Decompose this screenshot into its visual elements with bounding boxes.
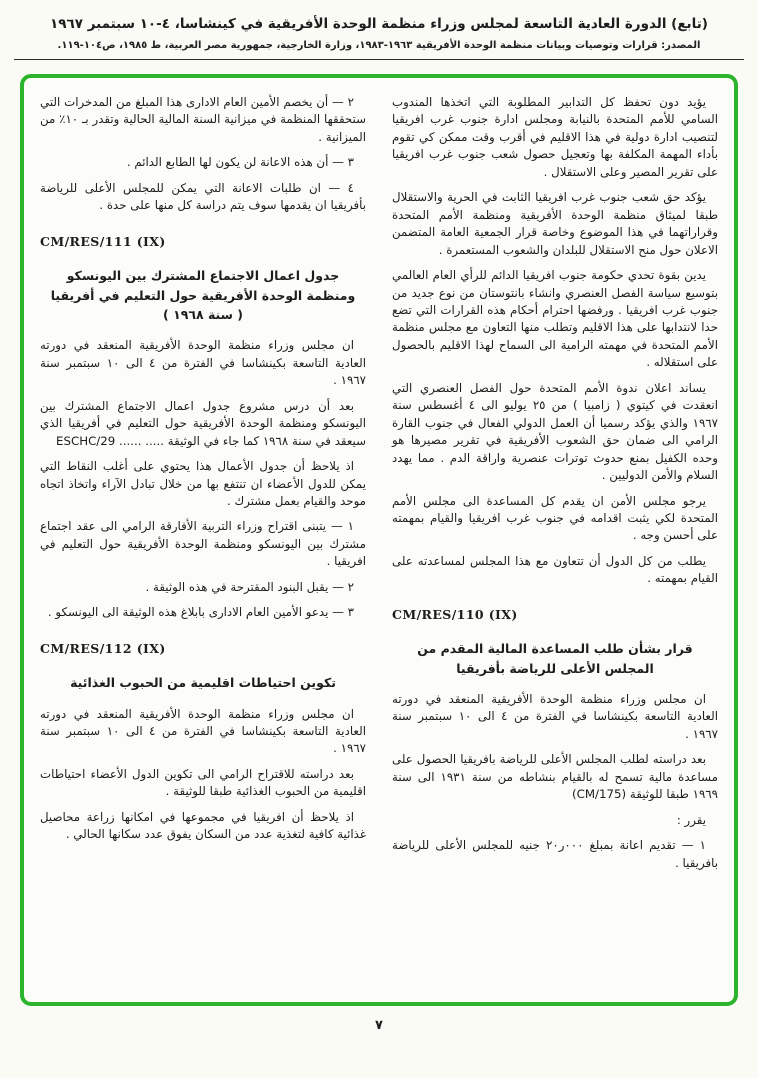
paragraph: ان مجلس وزراء منظمة الوحدة الأفريقية المنعقد في دورته العادية التاسعة بكينشاسا في الفترة من ٤ الى ١٠ سبتمبر سنة ١٩٦٧ . — [40, 338, 366, 388]
paragraph: يطلب من كل الدول أن تتعاون مع هذا المجلس لمساعدته على القيام بمهمته . — [392, 553, 718, 586]
header-source: المصدر: قرارات وتوصيات وبيانات منظمة الوحدة الأفريقية ١٩٦٣-١٩٨٣، وزارة الخارجية، جمهورية مصر العربية، ط ١٩٨٥، ص١٠٤-١١٩. — [57, 40, 701, 51]
green-content-box — [20, 74, 738, 1006]
paragraph: اذ يلاحظ أن افريقيا في مجموعها في امكانها زراعة محاصيل غذائية كافية لتغذية عدد من السكان يفوق عدد سكانها الحالي . — [40, 809, 366, 842]
resolution-title-112: تكوين احتياطات اقليمية من الحبوب الغذائية — [70, 675, 336, 691]
resolution-code-110: CM/RES/110 (IX) — [392, 606, 518, 622]
paragraph: يدين بقوة تحدي حكومة جنوب افريقيا الدائم للرأي العام العالمي بتوسيع سياسة الفصل العنصري وانشاء بانتوستان من نوع جديد من جنوب غرب افريقيا . ورفضها احترام أحكام هذه القرارات التي تضع حدا لانتدابها على هذا الاقليم وتطلب منها التعاون مع مجلس منظمة الأمم المتحدة في مهمته الرامية الى السماح لهذا الاقليم بالحصول على استقلاله . — [392, 268, 718, 370]
resolution-item: ٤ — ان طلبات الاعانة التي يمكن للمجلس الأعلى للرياضة بأفريقيا ان يقدمها سوف يتم دراسة كل منها على حدة . — [40, 180, 366, 213]
header-title: (تابع) الدورة العادية التاسعة لمجلس وزراء منظمة الوحدة الأفريقية في كينشاسا، ٤-١٠ سبتمبر ١٩٦٧ — [50, 16, 708, 32]
page-number: ٧ — [375, 1018, 383, 1033]
paragraph: يساند اعلان ندوة الأمم المتحدة حول الفصل العنصري التي انعقدت في كيتوي ( زامبيا ) من ٢٥ يوليو الى ٤ أغسطس سنة ١٩٦٧ والذي يؤكد رسميا أن العمل الدولي الفعال في جنوب القارة الرامي الى ضمان حق الشعوب الأفريقية في تقرير مصيرها هو وحده الكفيل بمنع حدوث توترات عنصرية واراقة الدم . مما يهدد السلام والأمن الدوليين . — [392, 380, 718, 483]
paragraph: يرجو مجلس الأمن ان يقدم كل المساعدة الى مجلس الأمم المتحدة لكي يثبت اقدامه في جنوب غرب افريقيا والقيام بمهمته على أحسن وجه . — [392, 493, 718, 543]
resolution-item: ٢ — أن يخصم الأمين العام الادارى هذا المبلغ من المدخرات التي ستحققها المنظمة في ميزانية السنة المالية الحالية وتقدر بـ ١٠٪ من الميزانية . — [40, 95, 366, 144]
resolution-code-111: CM/RES/111 (IX) — [40, 233, 166, 249]
paragraph: يؤيد دون تحفظ كل التدابير المطلوبة التي اتخذها المندوب السامي للأمم المتحدة بالنيابة ومجلس ادارة جنوب غرب افريقيا لتنصيب ادارة دولية في هذا الاقليم في أقرب وقت ممكن كي تقوم بأداء المهمة المكلفة بها وتعجيل حصول شعب جنوب غرب افريقيا على تقرير المصير وعلى الاستقلال . — [392, 95, 718, 179]
resolution-code-112: CM/RES/112 (IX) — [40, 640, 166, 656]
paragraph: ان مجلس وزراء منظمة الوحدة الأفريقية المنعقد في دورته العادية التاسعة بكينشاسا في الفترة من ٤ الى ١٠ سبتمبر سنة ١٩٦٧ . — [40, 706, 366, 756]
resolution-title-110: قرار بشأن طلب المساعدة المالية المقدم من المجلس الأعلى للرياضة بأفريقيا — [417, 641, 693, 676]
decides-label: يقرر : — [676, 812, 706, 827]
page-header — [0, 0, 758, 60]
paragraph: بعد أن درس مشروع جدول اعمال الاجتماع المشترك بين اليونسكو ومنظمة الوحدة الأفريقية حول التعليم في أفريقيا الذي سيعقد في سنة ١٩٦٨ كما جاء في الوثيقة ..... ...... ESCHC/29 — [40, 398, 366, 448]
resolution-title-111: جدول اعمال الاجتماع المشترك بين اليونسكو ومنظمة الوحدة الأفريقية حول التعليم في أفريقيا ( سنة ١٩٦٨ ) — [50, 268, 356, 322]
resolution-item: ١ — تقديم اعانة بمبلغ ٠٠٠ر٢٠ جنيه للمجلس الأعلى للرياضة بافريقيا . — [392, 838, 718, 870]
paragraph: بعد دراسته لطلب المجلس الأعلى للرياضة بافريقيا الحصول على مساعدة مالية تسمح له بالقيام بنشاطه من سنة ١٩٣١ الى سنة ١٩٦٩ طبقا للوثيقة (CM/175) — [392, 752, 718, 802]
header-divider — [14, 59, 744, 60]
resolution-item: ٣ — أن هذه الاعانة لن يكون لها الطابع الدائم . — [126, 155, 354, 170]
resolution-item: ١ — يتبنى اقتراح وزراء التربية الأفارقة الرامي الى عقد اجتماع مشترك بين اليونسكو ومنظمة الوحدة الأفريقية حول التعليم في افريقيا . — [40, 519, 366, 569]
paragraph: بعد دراسته للاقتراح الرامي الى تكوين الدول الأعضاء احتياطات اقليمية من الحبوب الغذائية طبقا للوثيقة . — [40, 766, 366, 799]
paragraph: ان مجلس وزراء منظمة الوحدة الأفريقية المنعقد في دورته العادية التاسعة بكينشاسا في الفترة من ٤ الى ١٠ سبتمبر سنة ١٩٦٧ . — [392, 692, 718, 741]
column-right — [392, 94, 718, 994]
resolution-item: ٢ — يقبل البنود المقترحة في هذه الوثيقة . — [145, 579, 354, 594]
column-left — [40, 94, 366, 994]
paragraph: يؤكد حق شعب جنوب غرب افريقيا الثابت في الحرية والاستقلال طبقا لميثاق منظمة الوحدة الأفريقية ومنظمة الأمم المتحدة وقراراتهما في هذا الموضوع وخاصة قرار الجمعية العامة المتضمن الاعلان حول منح الاستقلال للبلدان والشعوب المستعمرة . — [392, 190, 718, 257]
paragraph: اذ يلاحظ أن جدول الأعمال هذا يحتوي على أغلب النقاط التي يمكن للدول الأعضاء ان تنتفع بها من خلال تبادل الآراء واتخاذ اتجاه موحد والقيام بعمل مشترك . — [40, 459, 366, 508]
resolution-item: ٣ — يدعو الأمين العام الادارى بابلاغ هذه الوثيقة الى اليونسكو . — [47, 605, 354, 620]
